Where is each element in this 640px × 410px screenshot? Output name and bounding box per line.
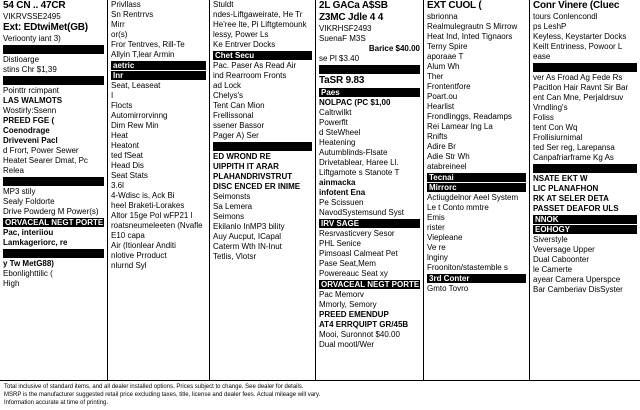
- feature-line: ind Rearroom Fronts: [213, 71, 287, 80]
- feature-line: Ve re: [427, 243, 446, 252]
- feature-line: SuenaF M3S: [319, 34, 366, 43]
- redaction-bar: [3, 177, 104, 186]
- feature-line: ver As Froad Ag Fede Rs: [533, 73, 623, 82]
- feature-group-title: Driveveni Pacl: [3, 136, 58, 145]
- feature-line: Rei Lamear Ing La: [427, 122, 493, 131]
- feature-line: Mmorly, Semory: [319, 300, 377, 309]
- redaction-bar: [533, 164, 637, 173]
- feature-line: 3.6l: [111, 181, 124, 190]
- section-heading: Z3MC Jdle 4 4: [319, 12, 384, 23]
- feature-line: Sn Rentrrvs: [111, 10, 154, 19]
- feature-group-title: ED WROND RE: [213, 152, 271, 161]
- disclaimer-line: Total inclusive of standard items, and all dealer installed options. Prices subject to change. See dealer for details.: [4, 384, 304, 390]
- feature-line: Air (Itionlear Anditi: [111, 241, 176, 250]
- feature-group-title: Coenodrage: [3, 126, 50, 135]
- section-heading: 2L GACa A$SB: [319, 0, 388, 11]
- feature-line: Pager A) Ser: [213, 131, 259, 140]
- feature-line: Auy Aucput, ICapal: [213, 232, 282, 241]
- feature-line: heel Braketi-Lorakes: [111, 201, 185, 210]
- feature-line: Siverstyle: [533, 235, 568, 244]
- feature-line: Resrvasticvery Sesor: [319, 229, 395, 238]
- feature-line: Tent Can Mion: [213, 101, 265, 110]
- section-header-bar: Mirrorc: [427, 183, 526, 192]
- feature-line: MP3 stily: [3, 187, 36, 196]
- feature-line: tours Conlencondl: [533, 12, 598, 21]
- feature-line: Le t Conto mmtre: [427, 203, 489, 212]
- feature-line: Frollisiurnimal: [533, 133, 583, 142]
- section-header-bar: ORVACEAL NEGT PORTE: [5, 218, 104, 227]
- feature-line: d SteWheel: [319, 128, 361, 137]
- feature-line: Powerflt: [319, 118, 348, 127]
- feature-line: Heat Ind, Inted Tignaors: [427, 32, 513, 41]
- feature-line: Caterm Wth IN-Inut: [213, 242, 282, 251]
- feature-group-title: DISC ENCED ER INIME: [213, 182, 301, 191]
- feature-line: Seat, Leaseat: [111, 81, 161, 90]
- window-sticker-column-3: [210, 0, 316, 380]
- feature-line: aporaae T: [427, 52, 464, 61]
- redaction-bar: [3, 76, 104, 85]
- redaction-bar: [319, 65, 420, 74]
- feature-line: Heat: [111, 131, 128, 140]
- feature-line: VIKRHSF2493: [319, 24, 372, 33]
- feature-line: Sa Lemera: [213, 202, 253, 211]
- section-header-bar: EOHOGY: [533, 225, 637, 234]
- feature-line: ayear Camera Uperspce: [533, 275, 621, 284]
- redaction-bar: [3, 45, 104, 54]
- feature-line: rister: [427, 223, 445, 232]
- redaction-bar: [3, 249, 104, 258]
- feature-line: Verioonty iant 3): [3, 34, 61, 43]
- feature-line: Head Dis: [111, 161, 144, 170]
- feature-line: VIKRVSSE2495: [3, 12, 61, 21]
- window-sticker-column-2: [108, 0, 210, 380]
- feature-line: stins Chr $1,39: [3, 65, 57, 74]
- feature-line: ent Can Mne, Perjaldrsuv: [533, 93, 624, 102]
- section-header-bar: ORVACEAL NEGT PORTE: [321, 280, 420, 289]
- window-sticker-column-4: [316, 0, 424, 380]
- section-header-bar: 3rd Conter: [427, 274, 526, 283]
- feature-line: Adire Br: [427, 142, 456, 151]
- feature-line: Actiugdelnor Aeel System: [427, 193, 519, 202]
- feature-line: Bar Camberiav DisSyster: [533, 285, 623, 294]
- section-header-bar: aetric: [111, 61, 206, 70]
- section-header-bar: NNOK: [533, 215, 637, 224]
- feature-group-title: PREED FGE (: [3, 116, 55, 125]
- section-header-bar: Inr: [111, 71, 206, 80]
- feature-line: Poart.ou: [427, 92, 458, 101]
- feature-line: Heatening: [319, 138, 356, 147]
- feature-line: Seimons: [213, 212, 245, 221]
- feature-line: le Camerte: [533, 265, 573, 274]
- disclaimer-line: MSRP is the manufacturer suggested retail price excluding taxes, title, license and dealer fees. Actual mileage will vary.: [4, 392, 321, 398]
- feature-group-title: NOLPAC (PC $1,00: [319, 98, 391, 107]
- feature-line: Emis: [427, 213, 445, 222]
- feature-group-title: PLAHANDRIVSTRUT: [213, 172, 293, 181]
- feature-line: Frooniton/stastemble s: [427, 263, 508, 272]
- feature-line: Vrndling's: [533, 103, 568, 112]
- feature-line: Powereauc Seat xy: [319, 269, 388, 278]
- feature-line: d Frort, Power Sewer: [3, 146, 79, 155]
- feature-line: Foliss: [533, 113, 554, 122]
- feature-line: lnginy: [427, 253, 448, 262]
- feature-line: Allyin T,lear Armin: [111, 50, 175, 59]
- feature-line: Liftgamote s Stanote T: [319, 168, 400, 177]
- feature-line: Altor 15ge Pol wFP21 l: [111, 211, 193, 220]
- feature-group-title: PREED EMENDUP: [319, 310, 389, 319]
- feature-line: Frondlinggs, Readamps: [427, 112, 512, 121]
- feature-line: He'ree lte, Pi Liftgtemounk: [213, 20, 307, 29]
- feature-line: Dual Caboonter: [533, 255, 590, 264]
- feature-line: ssener Bassor: [213, 121, 265, 130]
- feature-group-title: Lamkageriorc, re: [3, 238, 68, 247]
- feature-line: Viepleane: [427, 233, 463, 242]
- price-line: Barice $40.00: [368, 44, 420, 53]
- feature-line: Mooi, Suronnot $40.00: [319, 330, 400, 339]
- feature-group-title: PASSET DEAFOR ULS: [533, 204, 619, 213]
- feature-line: Ke Entrver Docks: [213, 40, 276, 49]
- redaction-bar: [213, 142, 312, 151]
- feature-line: Dim Rew Min: [111, 121, 159, 130]
- section-header-bar: Tecnai: [427, 173, 526, 182]
- feature-line: nlotive Prroduct: [111, 251, 167, 260]
- feature-group-title: RK AT SELER DETA: [533, 194, 609, 203]
- feature-line: Rnifts: [427, 132, 448, 141]
- feature-line: E10 capa: [111, 231, 145, 240]
- section-header-bar: Chet Secu: [213, 51, 312, 60]
- feature-line: Seat Stats: [111, 171, 148, 180]
- feature-line: Ther: [427, 72, 444, 81]
- feature-line: Distioarge: [3, 55, 40, 64]
- feature-line: Pe Scissuen: [319, 198, 364, 207]
- feature-line: ted Ser reg, Larepansa: [533, 143, 615, 152]
- feature-line: PHL Senice: [319, 239, 361, 248]
- feature-line: or(s): [111, 30, 128, 39]
- feature-line: Heatet Searer Dmat, Pc: [3, 156, 88, 165]
- feature-line: Flocts: [111, 101, 133, 110]
- feature-line: Frellissonal: [213, 111, 254, 120]
- feature-line: ease: [533, 52, 551, 61]
- section-heading: Ext: EDtwiMet(GB): [3, 22, 88, 33]
- feature-line: Seimonsts: [213, 192, 251, 201]
- feature-line: Dual mootl/Wer: [319, 340, 374, 349]
- feature-line: Heatont: [111, 141, 140, 150]
- feature-line: Pacitlon Hair Ravnt Sir Bar: [533, 83, 629, 92]
- feature-line: Pac. Paser As Read Air: [213, 61, 297, 70]
- feature-line: Alum Wh: [427, 62, 460, 71]
- section-heading: TaSR 9.83: [319, 75, 365, 86]
- feature-line: Automirrorvinng: [111, 111, 168, 120]
- feature-line: NavodSystemsund Syst: [319, 208, 404, 217]
- window-sticker-column-6: [530, 0, 640, 380]
- feature-line: ted fSeat: [111, 151, 144, 160]
- feature-line: Sealy Foldorte: [3, 197, 55, 206]
- section-heading: 54 CN .. 47CR: [3, 0, 66, 11]
- feature-line: Pase Seat,Mem: [319, 259, 376, 268]
- feature-line: roatsneumeleeten (Nvafle: [111, 221, 203, 230]
- feature-line: ps LeshP: [533, 22, 567, 31]
- feature-line: High: [3, 279, 20, 288]
- feature-line: Pimsoasl Calmeat Pet: [319, 249, 398, 258]
- feature-line: I: [111, 91, 114, 100]
- feature-line: Ebonlighttilic (: [3, 269, 53, 278]
- feature-group-title: LIC PLANAFHON: [533, 184, 599, 193]
- feature-group-title: UIPPITH IT ARAR: [213, 162, 279, 171]
- section-header-bar: IRV SAGE: [319, 219, 420, 228]
- feature-line: Gmto Tovro: [427, 284, 469, 293]
- redaction-bar: [533, 63, 637, 72]
- feature-line: se Pl $3.40: [319, 54, 360, 63]
- feature-group-title: infotent Ena: [319, 188, 366, 197]
- feature-line: atabreineel: [427, 162, 467, 171]
- feature-line: lessy, Power Ls: [213, 30, 269, 39]
- section-header-bar: Paes: [319, 88, 420, 97]
- feature-line: Canpafriarframe Kg As: [533, 153, 614, 162]
- feature-line: Adie Str Wh: [427, 152, 470, 161]
- feature-line: 4-Wdisc is, Ack Bi: [111, 191, 175, 200]
- feature-line: Mirr: [111, 20, 125, 29]
- feature-line: Chelys's: [213, 91, 243, 100]
- feature-line: Stuldt: [213, 0, 234, 9]
- feature-group-title: AT4 ERRQUIPT GR/45B: [319, 320, 409, 329]
- feature-line: Realmulegrautn S Mirrow: [427, 22, 518, 31]
- feature-line: Drivetablear, Haree Ll.: [319, 158, 399, 167]
- feature-line: Keilt Entriness, Powoor L: [533, 42, 623, 51]
- window-sticker-column-1: [0, 0, 108, 380]
- feature-line: ad Lock: [213, 81, 242, 90]
- feature-line: Frontentfore: [427, 82, 471, 91]
- section-heading: EXT CUOL (: [427, 0, 482, 11]
- feature-line: Privllass: [111, 0, 141, 9]
- feature-line: Ekilanlo InMP3 bility: [213, 222, 285, 231]
- feature-line: Autumblinds-Flsate: [319, 148, 388, 157]
- feature-line: Veversage Upper: [533, 245, 595, 254]
- feature-line: Caltrwilkt: [319, 108, 352, 117]
- window-sticker-column-5: [424, 0, 530, 380]
- feature-line: sbrionna: [427, 12, 458, 21]
- feature-group-title: NSATE EKT W: [533, 174, 588, 183]
- feature-line: Hearlist: [427, 102, 455, 111]
- feature-line: Pac Memorv: [319, 290, 364, 299]
- feature-group-title: LAS WALMOTS: [3, 96, 63, 105]
- feature-line: Pointtr rcimpant: [3, 86, 60, 95]
- feature-line: Wostirly:Ssenn: [3, 106, 57, 115]
- feature-line: tent Con Wq: [533, 123, 578, 132]
- feature-line: Fror Tentrves, Rill-Te: [111, 40, 185, 49]
- feature-line: Tetlis, Vlotsr: [213, 252, 257, 261]
- section-heading: Conr Vinere (Cluec: [533, 0, 620, 11]
- feature-line: Terny Spire: [427, 42, 468, 51]
- feature-line: nlurnd Syl: [111, 261, 147, 270]
- feature-group-title: Pac, interiiou: [3, 228, 54, 237]
- feature-group-title: y Tw MetG88): [3, 259, 54, 268]
- feature-line: Keyless, Keystarter Docks: [533, 32, 627, 41]
- disclaimer-line: Information accurate at time of printing.: [4, 400, 109, 406]
- feature-group-title: ainmacka: [319, 178, 356, 187]
- disclaimer-footer: [0, 380, 640, 410]
- feature-line: Drive Powderg M Power(s): [3, 207, 99, 216]
- feature-line: Relea: [3, 166, 24, 175]
- feature-line: ndes-Liftgaweirate, He Tr: [213, 10, 303, 19]
